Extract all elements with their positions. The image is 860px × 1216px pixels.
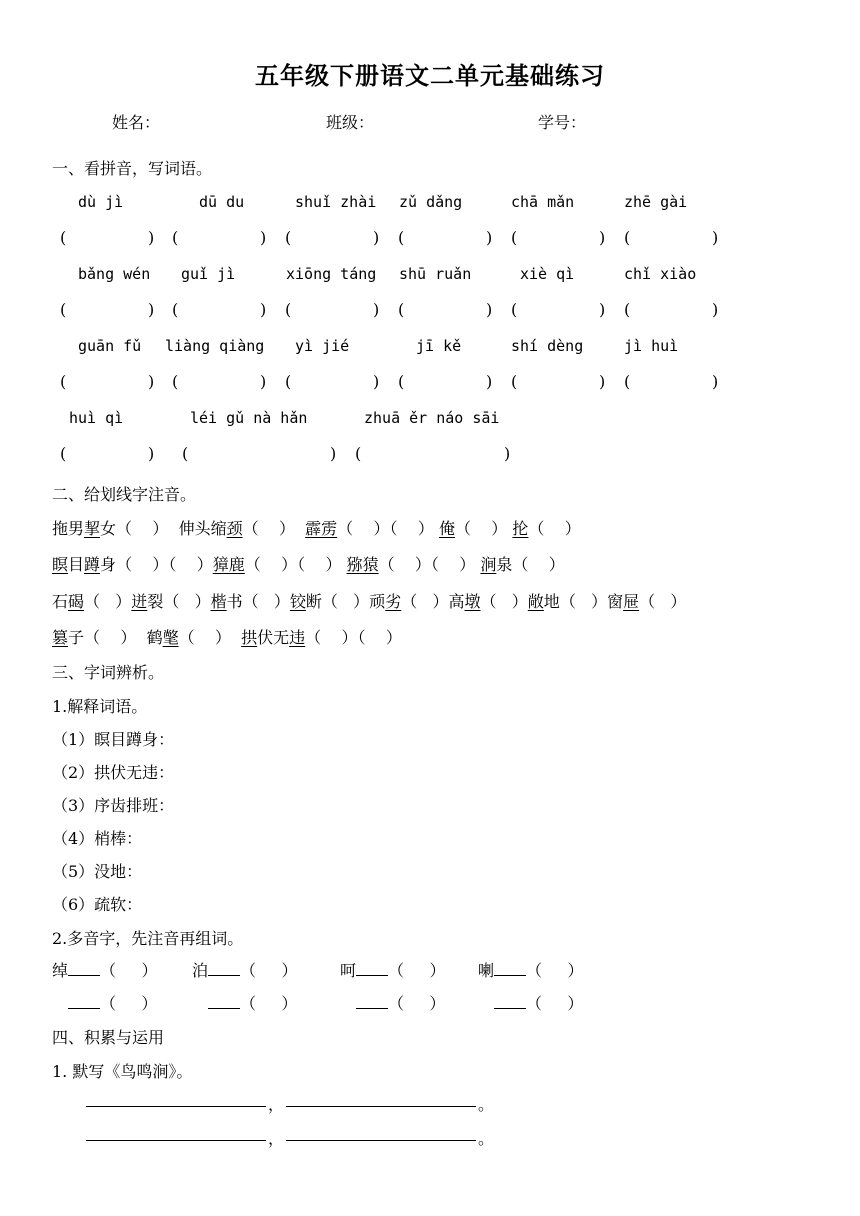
annotate-row-2: 瞑目蹲身（ ）（ ）獐鹿（ ）（ ） 猕猿（ ）（ ） 涧泉（ ） bbox=[52, 555, 565, 574]
pinyin-item: jī kě bbox=[416, 337, 462, 355]
number-label: 学号： bbox=[538, 113, 587, 132]
pinyin-item: shū ruǎn bbox=[399, 265, 472, 283]
polyphone-item: （ ） bbox=[356, 991, 445, 1014]
pinyin-item: huì qì bbox=[69, 409, 124, 427]
pinyin-item: dù jì bbox=[78, 193, 124, 211]
pinyin-item: shí dèng bbox=[511, 337, 584, 355]
pinyin-item: shuǐ zhài bbox=[295, 193, 377, 211]
recite-question: 1. 默写《鸟鸣涧》。 bbox=[52, 1062, 193, 1081]
pinyin-item: bǎng wén bbox=[78, 265, 151, 283]
section-4-heading: 四、积累与运用 bbox=[52, 1028, 165, 1047]
name-label: 姓名： bbox=[112, 113, 161, 132]
explain-item-6: （6）疏软： bbox=[52, 895, 143, 914]
pinyin-item: guān fǔ bbox=[78, 337, 142, 355]
pinyin-item: xiōng táng bbox=[286, 265, 377, 283]
class-label: 班级： bbox=[326, 113, 375, 132]
explain-item-5: （5）没地： bbox=[52, 862, 143, 881]
pinyin-item: guǐ jì bbox=[181, 265, 236, 283]
explain-item-3: （3）序齿排班： bbox=[52, 796, 175, 815]
polyphone-item: （ ） bbox=[208, 991, 297, 1014]
pinyin-item: chǐ xiào bbox=[624, 265, 697, 283]
pinyin-item: yì jié bbox=[295, 337, 350, 355]
pinyin-item: jì huì bbox=[624, 337, 679, 355]
pinyin-item: dū du bbox=[199, 193, 245, 211]
pinyin-item: zhē gài bbox=[624, 193, 688, 211]
question-1-title: 1.解释词语。 bbox=[52, 697, 148, 716]
explain-item-2: （2）拱伏无违： bbox=[52, 763, 175, 782]
pinyin-item: zǔ dǎng bbox=[399, 193, 463, 211]
polyphone-item: 绰 （ ） bbox=[52, 961, 158, 980]
explain-item-4: （4）梢棒： bbox=[52, 829, 143, 848]
polyphone-item: 喇 （ ） bbox=[478, 961, 584, 980]
polyphone-item: （ ） bbox=[68, 991, 157, 1014]
section-1-heading: 一、看拼音，写词语。 bbox=[52, 159, 213, 178]
explain-item-1: （1）瞑目蹲身： bbox=[52, 730, 175, 749]
pinyin-item: xiè qì bbox=[520, 265, 575, 283]
polyphone-item: （ ） bbox=[494, 991, 583, 1014]
section-2-heading: 二、给划线字注音。 bbox=[52, 485, 197, 504]
section-3-heading: 三、字词辨析。 bbox=[52, 663, 165, 682]
pinyin-item: liàng qiàng bbox=[165, 337, 265, 355]
annotate-row-4: 篡子（ ） 鹤氅（ ） 拱伏无违（ ）（ ） bbox=[52, 628, 402, 647]
pinyin-item: zhuā ěr náo sāi bbox=[364, 409, 500, 427]
polyphone-item: 呵 （ ） bbox=[340, 961, 446, 980]
page-title: 五年级下册语文二单元基础练习 bbox=[255, 61, 605, 90]
polyphone-item: 泊 （ ） bbox=[192, 961, 298, 980]
annotate-row-1: 拖男挈女（ ） 伸头缩颈（ ） 霹雳（ ）（ ） 俺（ ） 抡（ ） bbox=[52, 519, 581, 538]
annotate-row-3: 石碣（ ）迸裂（ ）楷书（ ）铰断（ ）顽劣（ ）高墩（ ）敞地（ ）窗屉（ ） bbox=[52, 592, 687, 611]
pinyin-item: chā mǎn bbox=[511, 193, 575, 211]
question-2-title: 2.多音字，先注音再组词。 bbox=[52, 929, 244, 948]
pinyin-item: léi gǔ nà hǎn bbox=[190, 409, 308, 427]
